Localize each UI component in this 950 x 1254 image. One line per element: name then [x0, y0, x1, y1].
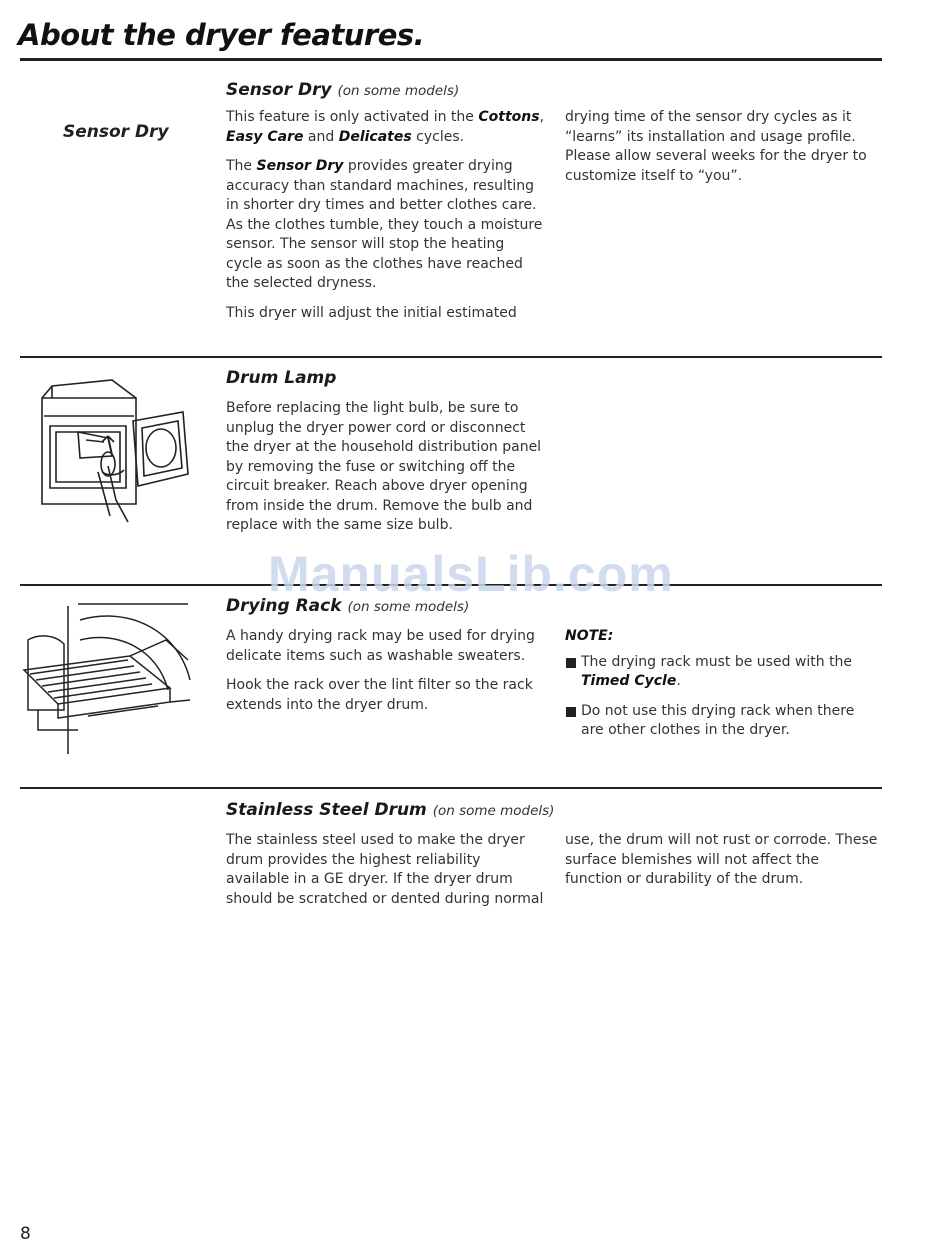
sensor-dry-paragraph-4: drying time of the sensor dry cycles as it “learns” its installation and usage profile. Please allow several weeks for the dryer to customize itself to “you”. — [565, 109, 867, 184]
drying-rack-left-column — [226, 627, 544, 725]
sensor-dry-paragraph-1: This feature is only activated in the Cottons, Easy Care and Delicates cycles. — [226, 109, 545, 145]
sensor-dry-paragraph-2: The Sensor Dry provides greater drying accuracy than standard machines, resulting in shorter dry times and better clothes care. As the clothes tumble, they touch a moisture sensor. The sensor will stop the heating cycle as soon as the clothes have reached the selected dryness. — [226, 158, 543, 291]
section-divider-1 — [20, 356, 882, 358]
stainless-drum-title-note: (on some models) — [432, 803, 555, 819]
section-divider-3 — [20, 787, 882, 789]
stainless-drum-paragraph-1: The stainless steel used to make the dryer drum provides the highest reliability available in a GE dryer. If the dryer drum should be scratched or dented during normal — [226, 832, 544, 907]
page-title: About the dryer features. — [18, 18, 425, 52]
page-number: 8 — [20, 1224, 31, 1244]
title-rule — [20, 58, 882, 61]
stainless-drum-title-text: Stainless Steel Drum — [226, 800, 427, 820]
note-label: NOTE: — [565, 628, 614, 644]
drying-rack-illustration — [18, 600, 196, 756]
drying-rack-note — [565, 627, 880, 751]
drum-lamp-illustration — [38, 376, 193, 528]
drum-lamp-column — [226, 399, 544, 546]
stainless-drum-right-column — [565, 831, 880, 900]
watermark: ManualsLib.com — [268, 546, 674, 602]
sensor-dry-title-note: (on some models) — [337, 83, 460, 99]
stainless-drum-paragraph-2: use, the drum will not rust or corrode. These surface blemishes will not affect the function or durability of the drum. — [565, 832, 878, 887]
drying-rack-paragraph-1: A handy drying rack may be used for drying delicate items such as washable sweaters. — [226, 628, 535, 664]
drum-lamp-paragraph: Before replacing the light bulb, be sure to unplug the dryer power cord or disconnect the dryer at the household distribution panel by removing the fuse or switching off the circuit breaker. Reach above dryer opening from inside the drum. Remove the bulb and replace with the same size bulb. — [226, 400, 542, 533]
stainless-drum-title — [226, 800, 554, 820]
drying-rack-title-text: Drying Rack — [226, 596, 342, 616]
note-bullet-1: The drying rack must be used with the Timed Cycle. — [565, 653, 880, 692]
stainless-drum-left-column — [226, 831, 544, 919]
drying-rack-paragraph-2: Hook the rack over the lint filter so the rack extends into the dryer drum. — [226, 677, 533, 713]
sensor-dry-side-label: Sensor Dry — [63, 122, 169, 142]
note-bullet-2: Do not use this drying rack when there are other clothes in the dryer. — [565, 702, 880, 741]
drying-rack-title-note: (on some models) — [347, 599, 470, 615]
drying-rack-title — [226, 596, 469, 616]
drum-lamp-title: Drum Lamp — [226, 368, 337, 388]
sensor-dry-paragraph-3: This dryer will adjust the initial estimated — [226, 304, 517, 321]
sensor-dry-left-column — [226, 108, 544, 333]
sensor-dry-title-text: Sensor Dry — [226, 80, 332, 100]
sensor-dry-title — [226, 80, 459, 100]
sensor-dry-right-column — [565, 108, 880, 196]
